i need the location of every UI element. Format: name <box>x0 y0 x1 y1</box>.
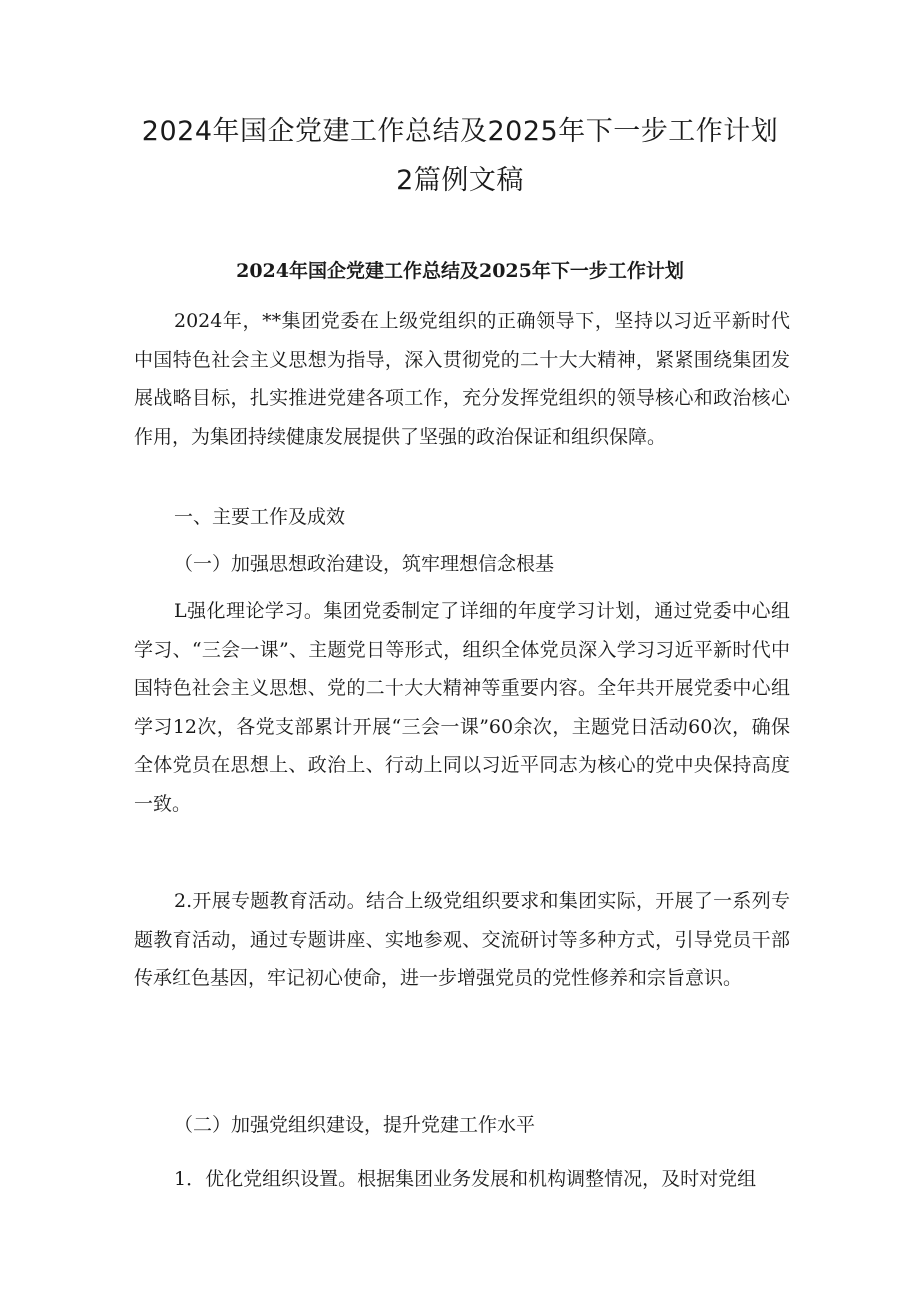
document-title-line-2: 2篇例文稿 <box>396 165 524 196</box>
heading-organization-building: （二）加强党组织建设，提升党建工作水平 <box>174 1114 536 1136</box>
paragraph-theory-study: L强化理论学习。集团党委制定了详细的年度学习计划，通过党委中心组学习、“三会一课”、主题党日等形式，组织全体党员深入学习习近平新时代中国特色社会主义思想、党的二十大大精神等重要内容。全年共开展党委中心组学习12次，各党支部累计开展“三会一课”60余次，主题党日活动60次，确保全体党员在思想上、政治上、行动上同以习近平同志为核心的党中央保持高度一致。 <box>134 600 790 815</box>
heading-main-work: 一、主要工作及成效 <box>174 506 346 528</box>
intro-paragraph: 2024年，**集团党委在上级党组织的正确领导下，坚持以习近平新时代中国特色社会主义思想为指导，深入贯彻党的二十大大精神，紧紧围绕集团发展战略目标，扎实推进党建各项工作，充分发挥党组织的领导核心和政治核心作用，为集团持续健康发展提供了坚强的政治保证和组织保障。 <box>134 310 790 448</box>
document-title-line-1: 2024年国企党建工作总结及2025年下一步工作计划 <box>141 116 779 147</box>
heading-ideological-building: （一）加强思想政治建设，筑牢理想信念根基 <box>174 553 555 575</box>
section-subtitle: 2024年国企党建工作总结及2025年下一步工作计划 <box>236 260 684 282</box>
paragraph-special-education: 2.开展专题教育活动。结合上级党组织要求和集团实际，开展了一系列专题教育活动，通过专题讲座、实地参观、交流研讨等多种方式，引导党员干部传承红色基因，牢记初心使命，进一步增强党员的党性修养和宗旨意识。 <box>134 890 790 989</box>
paragraph-optimize-organization: 1．优化党组织设置。根据集团业务发展和机构调整情况，及时对党组 <box>174 1168 757 1190</box>
